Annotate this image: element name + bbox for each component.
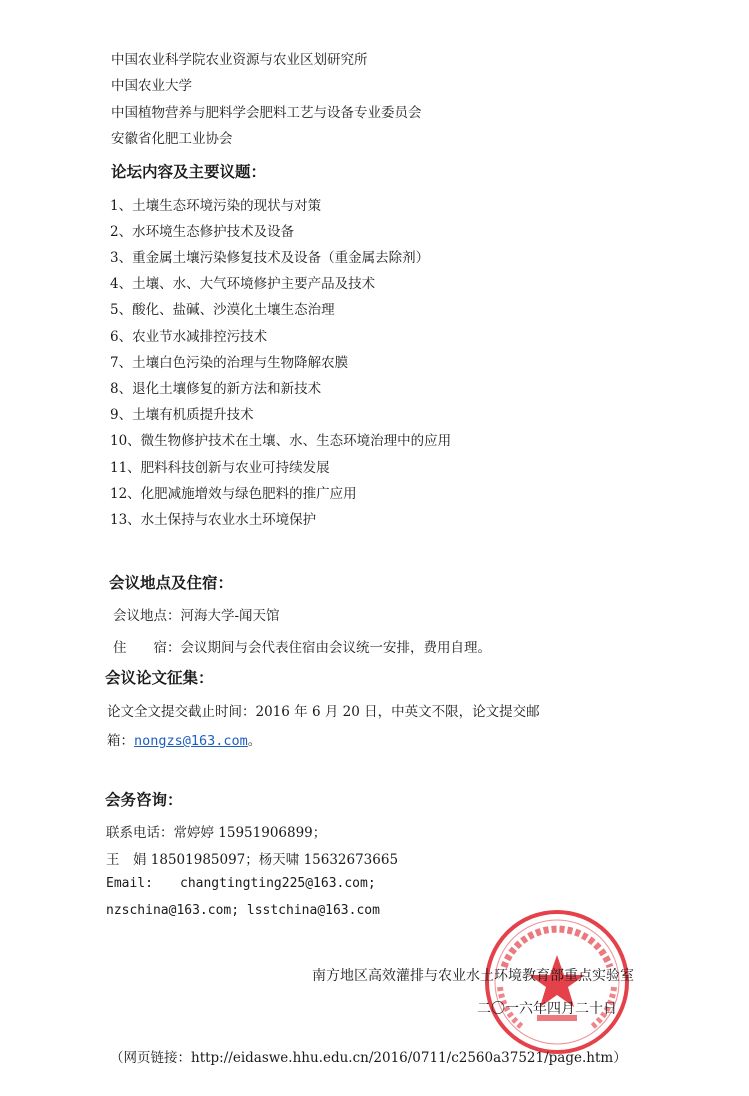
contact-email-label: Email: [106, 876, 153, 891]
contact-phone-2: 王 娟 18501985097；杨天啸 15632673665 [106, 852, 399, 868]
venue-lodging [113, 636, 491, 656]
topics-heading: 论坛内容及主要议题： [111, 163, 267, 181]
venue-heading: 会议地点及住宿： [109, 574, 234, 592]
topic-item: 2、水环境生态修护技术及设备 [110, 224, 295, 240]
papers-deadline: 论文全文提交截止时间：2016 年 6 月 20 日，中英文不限，论文提交邮 [107, 704, 540, 720]
topic-item: 6、农业节水减排控污技术 [110, 329, 268, 345]
papers-email-line [107, 729, 261, 749]
contact-heading: 会务咨询： [105, 791, 183, 809]
topic-item: 10、微生物修护技术在土壤、水、生态环境治理中的应用 [110, 433, 452, 449]
signature-org: 南方地区高效灌排与农业水土环境教育部重点实验室 [312, 968, 634, 984]
organizer-3: 中国植物营养与肥料学会肥料工艺与设备专业委员会 [111, 105, 422, 121]
topic-item: 3、重金属土壤污染修复技术及设备（重金属去除剂） [110, 250, 430, 266]
papers-heading: 会议论文征集： [105, 669, 214, 687]
topic-item: 4、土壤、水、大气环境修护主要产品及技术 [110, 276, 376, 292]
papers-email-link[interactable]: nongzs@163.com [134, 733, 248, 749]
papers-email-suffix: 。 [247, 733, 262, 749]
organizer-2: 中国农业大学 [111, 78, 192, 94]
topic-item: 13、水土保持与农业水土环境保护 [110, 512, 317, 528]
contact-phone-1: 联系电话：常婷婷 15951906899； [106, 825, 327, 841]
topic-item: 1、土壤生态环境污染的现状与对策 [110, 198, 322, 214]
organizer-4: 安徽省化肥工业协会 [111, 131, 233, 147]
web-link-note: （网页链接：http://eidaswe.hhu.edu.cn/2016/0711/c2560a37521/page.htm） [110, 1050, 627, 1066]
contact-email-1: changtingting225@163.com; [180, 876, 376, 891]
topic-item: 7、土壤白色污染的治理与生物降解农膜 [110, 355, 349, 371]
topic-item: 8、退化土壤修复的新方法和新技术 [110, 381, 322, 397]
topic-item: 12、化肥减施增效与绿色肥料的推广应用 [110, 486, 357, 502]
topic-item: 5、酸化、盐碱、沙漠化土壤生态治理 [110, 302, 335, 318]
lodging-text: 会议期间与会代表住宿由会议统一安排，费用自理。 [180, 640, 491, 656]
contact-email-2: nzschina@163.com; lsstchina@163.com [106, 903, 380, 918]
topic-item: 11、肥料科技创新与农业可持续发展 [110, 460, 330, 476]
lodging-label: 住 宿： [113, 640, 181, 656]
venue-location: 会议地点：河海大学-闻天馆 [113, 608, 280, 624]
papers-email-prefix: 箱： [107, 733, 134, 749]
signature-date: 二〇一六年四月二十日 [477, 1001, 617, 1017]
topic-item: 9、土壤有机质提升技术 [110, 407, 254, 423]
organizer-1: 中国农业科学院农业资源与农业区划研究所 [111, 52, 368, 68]
